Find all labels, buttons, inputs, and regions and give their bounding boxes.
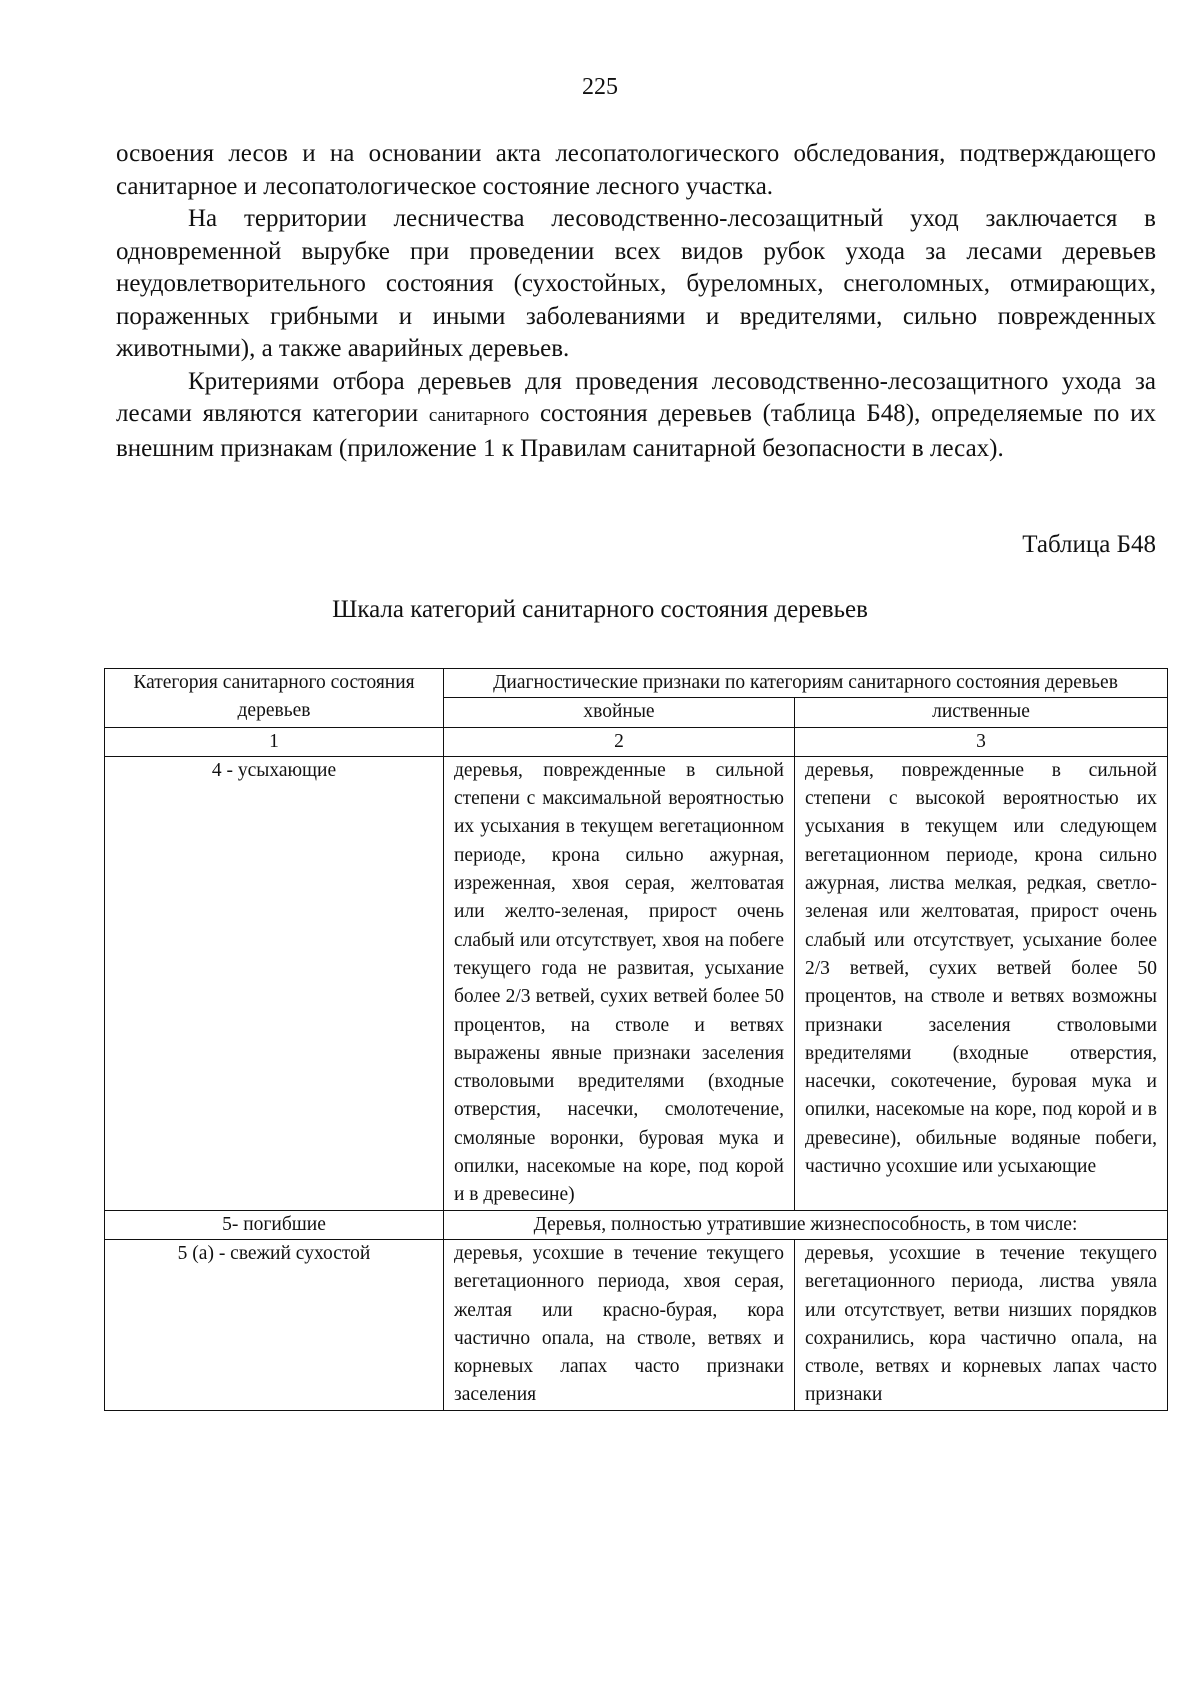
table-row: [105, 756, 1168, 1210]
column-number-1: 1: [105, 727, 444, 756]
column-number-row: [105, 727, 1168, 756]
paragraph-3-end: состояния деревьев (таблица Б48), определяемые по их внешним признакам (приложение 1 к Правилам санитарной безопасности в лесах).: [116, 400, 1157, 462]
row-merged-description: Деревья, полностью утратившие жизнеспособность, в том числе:: [444, 1210, 1168, 1239]
paragraph-3-small-word: санитарного: [428, 405, 530, 426]
table-header-row: [105, 669, 1168, 698]
table-label: Таблица Б48: [1022, 531, 1156, 558]
row-category: 5- погибшие: [105, 1210, 444, 1239]
header-diagnostic: Диагностические признаки по категориям санитарного состояния деревьев: [444, 669, 1168, 698]
header-deciduous: лиственные: [795, 698, 1168, 727]
column-number-2: 2: [444, 727, 795, 756]
paragraph-3-start: Критериями отбора деревьев для проведения лесоводственно-лесозащитного ухода за лесами являются категории: [116, 367, 1156, 427]
page-number: 225: [582, 74, 618, 100]
table-row: [105, 1210, 1168, 1239]
row-category: 4 - усыхающие: [105, 756, 444, 1210]
row-deciduous: деревья, поврежденные в сильной степени с высокой вероятностью их усыхания в текущем или следующем вегетационном периоде, крона сильно ажурная, листва мелкая, редкая, светло-зеленая или желтоватая, прирост очень слабый или отсутствует, усыхание более 2/3 ветвей, сухих ветвей более 50 процентов, на стволе и ветвях возможны признаки заселения стволовыми вредителями (входные отверстия, насечки, сокотечение, буровая мука и опилки, насекомые на коре, под корой и в древесине), обильные водяные побеги, частично усохшие или усыхающие: [795, 756, 1168, 1210]
row-coniferous: деревья, усохшие в течение текущего вегетационного периода, хвоя серая, желтая или красно-бурая, кора частично опала, на стволе, ветвях и корневых лапах часто признаки заселения: [444, 1239, 795, 1410]
paragraph-1: освоения лесов и на основании акта лесопатологического обследования, подтверждающего санитарное и лесопатологическое состояние лесного участка.: [116, 140, 1156, 200]
table-row: [105, 1239, 1168, 1410]
paragraph-3: [116, 366, 1156, 466]
table-title: Шкала категорий санитарного состояния деревьев: [332, 596, 868, 623]
header-coniferous: хвойные: [444, 698, 795, 727]
sanitary-category-table: [104, 668, 1168, 1411]
column-number-3: 3: [795, 727, 1168, 756]
header-category: Категория санитарного состояния деревьев: [105, 669, 444, 728]
row-category: 5 (а) - свежий сухостой: [105, 1239, 444, 1410]
paragraph-2: На территории лесничества лесоводственно-лесозащитный уход заключается в одновременной вырубке при проведении всех видов рубок ухода за лесами деревьев неудовлетворительного состояния (сухостойных, буреломных, снеголомных, отмирающих, пораженных грибными и иными заболеваниями и вредителями, сильно поврежденных животными), а также аварийных деревьев.: [116, 205, 1156, 362]
row-coniferous: деревья, поврежденные в сильной степени с максимальной вероятностью их усыхания в текущем вегетационном периоде, крона сильно ажурная, изреженная, хвоя серая, желтоватая или желто-зеленая, прирост очень слабый или отсутствует, хвоя на побеге текущего года не развитая, усыхание более 2/3 ветвей, сухих ветвей более 50 процентов, на стволе и ветвях выражены явные признаки заселения стволовыми вредителями (входные отверстия, насечки, смолотечение, смоляные воронки, буровая мука и опилки, насекомые на коре, под корой и в древесине): [444, 756, 795, 1210]
body-text: [116, 138, 1156, 465]
row-deciduous: деревья, усохшие в течение текущего вегетационного периода, листва увяла или отсутствует, ветви низших порядков сохранились, кора частично опала, на стволе, ветвях и корневых лапах часто признаки: [795, 1239, 1168, 1410]
